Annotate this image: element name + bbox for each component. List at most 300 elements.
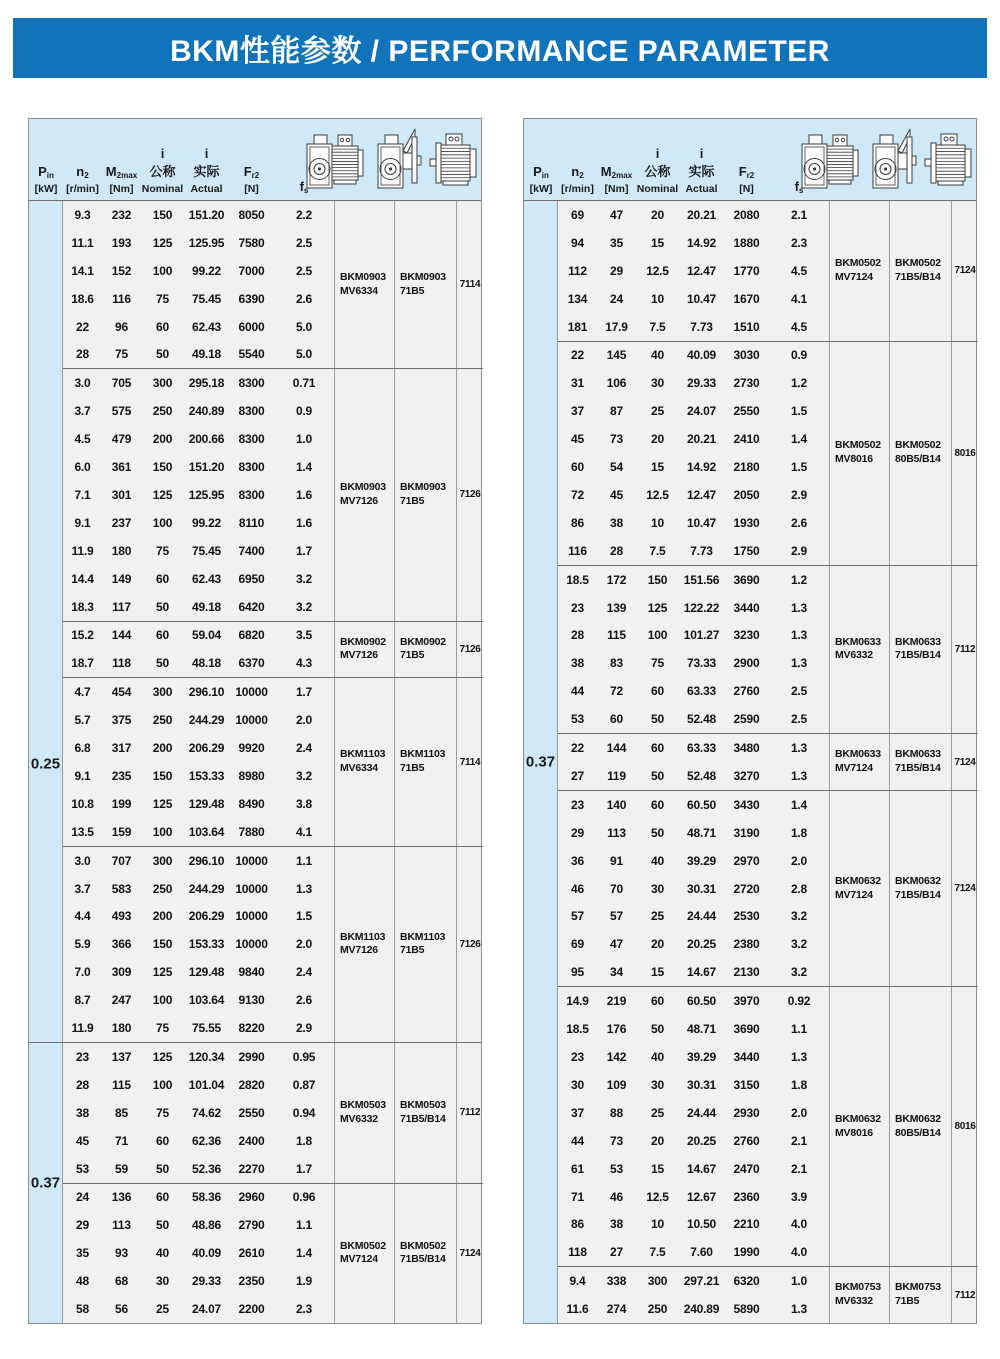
table-row (558, 1295, 829, 1323)
table-row (63, 509, 334, 537)
fr2-cell: 2760 (733, 684, 760, 699)
n2-cell: 9.1 (74, 515, 91, 530)
ratio-nominal-cell: 60 (156, 1133, 169, 1148)
ratio-symbol: i (160, 146, 165, 162)
ratio-nominal-cell: 250 (647, 1302, 668, 1317)
n2-cell: 116 (568, 543, 587, 558)
gearbox-motor-model-cell: BKM0753 71B5 (889, 1267, 951, 1323)
ratio-nominal-cell: 50 (156, 347, 169, 362)
table-row (558, 369, 829, 397)
fs-cell: 0.9 (295, 404, 313, 419)
ratio-nominal-cell: 25 (156, 1302, 169, 1317)
fs-cell: 0.94 (292, 1105, 316, 1120)
group-rows (558, 987, 829, 1266)
table-row (63, 903, 334, 931)
fr2-cell: 1990 (733, 1245, 760, 1260)
table-row (63, 397, 334, 425)
gearmotor-model-cell: BKM1103 MV7126 (334, 847, 394, 1042)
ratio-nominal-cell: 40 (651, 1049, 664, 1064)
fr2-cell: 2930 (733, 1105, 760, 1120)
ratio-actual-cell: 10.50 (686, 1217, 717, 1232)
ratio-nominal-cell: 50 (651, 1022, 664, 1037)
gearmotor-model-cell: BKM0502 MV7124 (334, 1184, 394, 1324)
n2-cell: 18.3 (71, 599, 94, 614)
fr2-cell: 2790 (238, 1218, 265, 1233)
fs-cell: 2.6 (295, 291, 313, 306)
n2-cell: 53 (76, 1161, 89, 1176)
table-row (63, 1071, 334, 1099)
ratio-actual-cell: 20.25 (686, 1133, 717, 1148)
column-symbol: $P_{in}$ (533, 164, 549, 180)
table-row (558, 1071, 829, 1099)
m2max-cell: 17.9 (605, 319, 628, 334)
fs-cell: 1.3 (790, 1049, 808, 1064)
ratio-nominal-cell: 30 (651, 1077, 664, 1092)
fs-cell: 3.8 (295, 796, 313, 811)
fs-cell: 1.4 (790, 797, 808, 812)
m2max-cell: 93 (115, 1246, 128, 1261)
m2max-cell: 29 (610, 263, 623, 278)
column-header-power (29, 119, 63, 200)
ratio-nominal-cell: 300 (152, 685, 173, 700)
m2max-cell: 73 (610, 1133, 623, 1148)
fr2-cell: 7000 (238, 263, 265, 278)
n2-cell: 31 (571, 376, 584, 391)
fs-cell: 1.7 (295, 1161, 313, 1176)
fs-cell: 2.1 (790, 207, 808, 222)
ratio-nominal-cell: 30 (651, 881, 664, 896)
group-rows (63, 369, 334, 620)
m2max-cell: 56 (115, 1302, 128, 1317)
table-row (63, 678, 334, 706)
fr2-cell: 3190 (733, 825, 760, 840)
ratio-actual-cell: 7.60 (690, 1245, 713, 1260)
ratio-nominal-cell: 40 (651, 348, 664, 363)
table-row (63, 229, 334, 257)
column-unit: [kW] (34, 182, 58, 195)
m2max-cell: 54 (610, 460, 623, 475)
n2-cell: 36 (571, 853, 584, 868)
column-header-ratio-actual (679, 119, 724, 200)
n2-cell: 22 (76, 319, 89, 334)
performance-table-right (523, 118, 977, 1324)
n2-cell: 37 (571, 404, 584, 419)
ratio-symbol: i (655, 146, 660, 162)
ratio-actual-cell: 125.95 (188, 235, 225, 250)
ratio-label-en: Actual (190, 182, 223, 195)
ratio-actual-cell: 120.34 (188, 1049, 225, 1064)
ratio-nominal-cell: 60 (651, 684, 664, 699)
fr2-cell: 3970 (733, 994, 760, 1009)
ratio-actual-cell: 60.50 (686, 994, 717, 1009)
fr2-cell: 8300 (238, 404, 265, 419)
gearbox-motor-model-cell: BKM0903 71B5 (394, 201, 456, 368)
fr2-cell: 1880 (733, 235, 760, 250)
ratio-actual-cell: 75.45 (191, 543, 222, 558)
ratio-nominal-cell: 12.5 (646, 1189, 669, 1204)
table-row (558, 1210, 829, 1238)
n2-cell: 29 (571, 825, 584, 840)
column-symbol: $n_2$ (571, 164, 584, 180)
n2-cell: 38 (571, 656, 584, 671)
n2-cell: 15.2 (71, 628, 94, 643)
ratio-nominal-cell: 50 (156, 656, 169, 671)
table-row (558, 903, 829, 931)
ratio-nominal-cell: 125 (152, 965, 173, 980)
n2-cell: 69 (571, 207, 584, 222)
ratio-actual-cell: 103.64 (188, 824, 225, 839)
m2max-cell: 27 (610, 1245, 623, 1260)
n2-cell: 28 (76, 347, 89, 362)
ratio-actual-cell: 10.47 (686, 291, 717, 306)
fs-cell: 2.5 (295, 235, 313, 250)
table-row (63, 930, 334, 958)
fs-cell: 1.4 (790, 432, 808, 447)
n2-cell: 18.6 (71, 291, 94, 306)
model-group (558, 1266, 978, 1323)
m2max-cell: 73 (610, 432, 623, 447)
fr2-cell: 3690 (733, 1022, 760, 1037)
worm-gearmotor-icon (304, 123, 370, 196)
n2-cell: 181 (567, 319, 588, 334)
n2-cell: 5.9 (74, 937, 91, 952)
motor-icon (428, 123, 480, 196)
ratio-nominal-cell: 50 (651, 768, 664, 783)
n2-cell: 10.8 (71, 796, 94, 811)
fr2-cell: 3030 (733, 348, 760, 363)
ratio-nominal-cell: 20 (651, 432, 664, 447)
ratio-nominal-cell: 100 (152, 993, 173, 1008)
gearmotor-model-cell: BKM0633 MV7124 (829, 734, 889, 790)
ratio-nominal-cell: 125 (152, 1049, 173, 1064)
m2max-cell: 87 (610, 404, 623, 419)
n2-cell: 3.7 (74, 881, 91, 896)
ratio-actual-cell: 58.36 (191, 1190, 222, 1205)
group-rows (63, 847, 334, 1042)
ratio-actual-cell: 63.33 (686, 741, 717, 756)
m2max-cell: 35 (610, 235, 623, 250)
n2-cell: 61 (571, 1161, 584, 1176)
n2-cell: 7.1 (74, 487, 91, 502)
table-row (558, 397, 829, 425)
m2max-cell: 235 (111, 768, 132, 783)
table-row (63, 1295, 334, 1323)
fr2-cell: 9840 (238, 965, 265, 980)
table-row (558, 1183, 829, 1211)
column-unit: [N] (739, 182, 754, 195)
group-rows (558, 342, 829, 565)
ratio-actual-cell: 75.55 (191, 1021, 222, 1036)
ratio-actual-cell: 7.73 (690, 543, 713, 558)
model-group (63, 368, 483, 620)
m2max-cell: 237 (111, 515, 132, 530)
ratio-nominal-cell: 75 (156, 291, 169, 306)
ratio-nominal-cell: 7.5 (649, 543, 666, 558)
fs-cell: 1.3 (790, 600, 808, 615)
fs-cell: 0.92 (787, 994, 811, 1009)
ratio-label-en: Nominal (141, 182, 184, 195)
ratio-nominal-cell: 150 (647, 572, 668, 587)
column-symbol: $F_{r2}$ (243, 164, 260, 180)
gearbox-motor-model-cell: BKM0632 80B5/B14 (889, 987, 951, 1266)
m2max-cell: 140 (606, 797, 627, 812)
fs-cell: 5.0 (295, 347, 313, 362)
table-row (63, 257, 334, 285)
m2max-cell: 176 (606, 1022, 627, 1037)
ratio-actual-cell: 30.31 (686, 1077, 717, 1092)
model-group (558, 341, 978, 565)
fr2-cell: 10000 (235, 937, 268, 952)
m2max-cell: 46 (610, 1189, 623, 1204)
m2max-cell: 72 (610, 684, 623, 699)
table-row (558, 791, 829, 819)
ratio-nominal-cell: 50 (156, 599, 169, 614)
fr2-cell: 1770 (733, 263, 760, 278)
column-symbol: $f_s$ (794, 179, 804, 196)
m2max-cell: 38 (610, 515, 623, 530)
ratio-actual-cell: 14.92 (686, 460, 717, 475)
table-row (63, 734, 334, 762)
m2max-cell: 57 (610, 909, 623, 924)
table-row (63, 875, 334, 903)
ratio-actual-cell: 52.36 (191, 1161, 222, 1176)
table-header (29, 119, 481, 201)
power-section (29, 1042, 481, 1323)
table-row (63, 537, 334, 565)
n2-cell: 6.0 (74, 460, 91, 475)
fr2-cell: 3690 (733, 572, 760, 587)
fs-cell: 2.9 (790, 487, 808, 502)
n2-cell: 37 (571, 1105, 584, 1120)
fs-cell: 1.3 (790, 628, 808, 643)
gearbox-motor-model-cell: BKM1103 71B5 (394, 847, 456, 1042)
fs-cell: 1.7 (295, 543, 313, 558)
table-row (558, 622, 829, 650)
model-group (558, 201, 978, 341)
group-rows (63, 1043, 334, 1183)
ratio-actual-cell: 60.50 (686, 797, 717, 812)
table-row (63, 593, 334, 621)
ratio-nominal-cell: 60 (651, 994, 664, 1009)
ratio-nominal-cell: 300 (647, 1274, 668, 1289)
ratio-actual-cell: 7.73 (690, 319, 713, 334)
ratio-actual-cell: 10.47 (686, 515, 717, 530)
m2max-cell: 193 (111, 235, 132, 250)
fs-cell: 1.1 (790, 1022, 808, 1037)
ratio-nominal-cell: 150 (152, 460, 173, 475)
ratio-nominal-cell: 60 (156, 571, 169, 586)
fr2-cell: 7880 (238, 824, 265, 839)
ratio-nominal-cell: 15 (651, 1161, 664, 1176)
ratio-actual-cell: 29.33 (191, 1274, 222, 1289)
ratio-nominal-cell: 60 (156, 1190, 169, 1205)
fs-cell: 1.8 (295, 1133, 313, 1148)
fs-cell: 1.6 (295, 487, 313, 502)
n2-cell: 94 (571, 235, 584, 250)
column-header-radial-force (724, 119, 769, 200)
ratio-nominal-cell: 100 (152, 515, 173, 530)
ratio-nominal-cell: 15 (651, 965, 664, 980)
ratio-nominal-cell: 20 (651, 207, 664, 222)
ratio-nominal-cell: 50 (651, 712, 664, 727)
ratio-actual-cell: 129.48 (188, 796, 225, 811)
fs-cell: 2.0 (790, 1105, 808, 1120)
column-header-speed (63, 119, 102, 200)
ratio-actual-cell: 99.22 (191, 515, 222, 530)
n2-cell: 30 (571, 1077, 584, 1092)
fs-cell: 1.0 (790, 1274, 808, 1289)
ratio-nominal-cell: 100 (152, 824, 173, 839)
table-row (63, 1184, 334, 1212)
m2max-cell: 119 (607, 768, 626, 783)
m2max-cell: 199 (111, 796, 132, 811)
fs-cell: 4.1 (295, 824, 313, 839)
ratio-actual-cell: 39.29 (686, 853, 717, 868)
fr2-cell: 2360 (733, 1189, 760, 1204)
gearmotor-model-cell: BKM0903 MV7126 (334, 369, 394, 620)
banner (13, 18, 987, 78)
ratio-nominal-cell: 150 (152, 937, 173, 952)
column-symbol: $M_{2max}$ (105, 164, 138, 180)
fr2-cell: 2210 (733, 1217, 760, 1232)
fs-cell: 1.2 (790, 572, 808, 587)
n2-cell: 3.0 (74, 376, 91, 391)
ratio-actual-cell: 75.45 (191, 291, 222, 306)
m2max-cell: 60 (610, 712, 623, 727)
fs-cell: 3.5 (295, 628, 313, 643)
tables-container (0, 118, 1000, 1324)
ratio-actual-cell: 240.89 (188, 404, 225, 419)
fr2-cell: 3150 (733, 1077, 760, 1092)
performance-table-left (28, 118, 482, 1324)
table-row (558, 1127, 829, 1155)
table-row (63, 986, 334, 1014)
ratio-actual-cell: 62.36 (191, 1133, 222, 1148)
motor-frame-cell: 7114 (456, 201, 483, 368)
table-row (558, 453, 829, 481)
ratio-nominal-cell: 75 (156, 543, 169, 558)
fr2-cell: 2610 (238, 1246, 265, 1261)
m2max-cell: 301 (111, 487, 132, 502)
fs-cell: 2.0 (295, 713, 313, 728)
m2max-cell: 28 (610, 543, 623, 558)
ratio-actual-cell: 49.18 (191, 599, 222, 614)
n2-cell: 38 (76, 1105, 89, 1120)
fs-cell: 2.1 (790, 1161, 808, 1176)
fr2-cell: 2760 (733, 1133, 760, 1148)
ratio-label-cn: 实际 (193, 164, 220, 179)
fs-cell: 2.4 (295, 965, 313, 980)
column-header-torque (597, 119, 636, 200)
m2max-cell: 70 (610, 881, 623, 896)
m2max-cell: 219 (606, 994, 627, 1009)
ratio-actual-cell: 122.22 (683, 600, 720, 615)
table-row (63, 649, 334, 677)
fr2-cell: 6390 (238, 291, 265, 306)
n2-cell: 72 (571, 487, 584, 502)
column-symbol: $M_{2max}$ (600, 164, 633, 180)
ratio-nominal-cell: 125 (152, 796, 173, 811)
fr2-cell: 6320 (733, 1274, 760, 1289)
table-row (558, 734, 829, 762)
n2-cell: 3.7 (74, 404, 91, 419)
power-cell (29, 1043, 63, 1323)
fs-cell: 2.0 (790, 853, 808, 868)
fr2-cell: 5540 (238, 347, 265, 362)
ratio-actual-cell: 20.25 (686, 937, 717, 952)
table-row (558, 649, 829, 677)
gearmotor-model-cell: BKM0502 MV8016 (829, 342, 889, 565)
model-group (558, 790, 978, 986)
fs-cell: 1.4 (295, 1246, 313, 1261)
column-header-torque (102, 119, 141, 200)
column-unit: [r/min] (561, 182, 594, 195)
m2max-cell: 68 (115, 1274, 128, 1289)
fr2-cell: 2730 (733, 376, 760, 391)
m2max-cell: 361 (111, 460, 132, 475)
table-row (558, 257, 829, 285)
motor-frame-cell: 7124 (951, 201, 978, 341)
table-row (63, 762, 334, 790)
ratio-actual-cell: 30.31 (686, 881, 717, 896)
fs-cell: 0.71 (292, 376, 316, 391)
table-row (558, 313, 829, 341)
ratio-nominal-cell: 20 (651, 937, 664, 952)
m2max-cell: 366 (111, 937, 132, 952)
gearbox-motor-model-cell: BKM0633 71B5/B14 (889, 734, 951, 790)
table-row (63, 706, 334, 734)
power-value: 0.37 (30, 1174, 61, 1192)
table-row (558, 930, 829, 958)
gearbox-motor-model-cell: BKM0502 71B5/B14 (889, 201, 951, 341)
ratio-actual-cell: 206.29 (188, 909, 225, 924)
ratio-actual-cell: 24.07 (686, 404, 717, 419)
n2-cell: 14.1 (71, 263, 94, 278)
ratio-actual-cell: 240.89 (683, 1302, 720, 1317)
fs-cell: 2.3 (790, 235, 808, 250)
m2max-cell: 144 (111, 628, 132, 643)
fr2-cell: 2990 (238, 1049, 265, 1064)
n2-cell: 8.7 (74, 993, 91, 1008)
m2max-cell: 479 (111, 432, 132, 447)
n2-cell: 3.0 (74, 853, 91, 868)
table-row (558, 229, 829, 257)
table-row (558, 342, 829, 370)
ratio-nominal-cell: 300 (152, 853, 173, 868)
ratio-nominal-cell: 200 (152, 741, 173, 756)
n2-cell: 112 (568, 263, 587, 278)
m2max-cell: 159 (111, 824, 132, 839)
fs-cell: 1.3 (295, 881, 313, 896)
ratio-label-en: Nominal (636, 182, 679, 195)
ratio-actual-cell: 244.29 (188, 713, 225, 728)
n2-cell: 4.4 (74, 909, 91, 924)
motor-frame-cell: 7124 (951, 791, 978, 986)
m2max-cell: 106 (606, 376, 627, 391)
n2-cell: 11.9 (71, 543, 94, 558)
gearmotor-model-cell: BKM0753 MV6332 (829, 1267, 889, 1323)
ratio-actual-cell: 12.67 (686, 1189, 717, 1204)
fs-cell: 0.87 (292, 1077, 316, 1092)
m2max-cell: 53 (610, 1161, 623, 1176)
fr2-cell: 8980 (238, 768, 265, 783)
gearbox-motor-model-cell: BKM0903 71B5 (394, 369, 456, 620)
table-row (558, 958, 829, 986)
power-section (29, 201, 481, 1042)
fr2-cell: 2180 (733, 460, 760, 475)
m2max-cell: 144 (606, 741, 627, 756)
motor-frame-cell: 7124 (951, 734, 978, 790)
